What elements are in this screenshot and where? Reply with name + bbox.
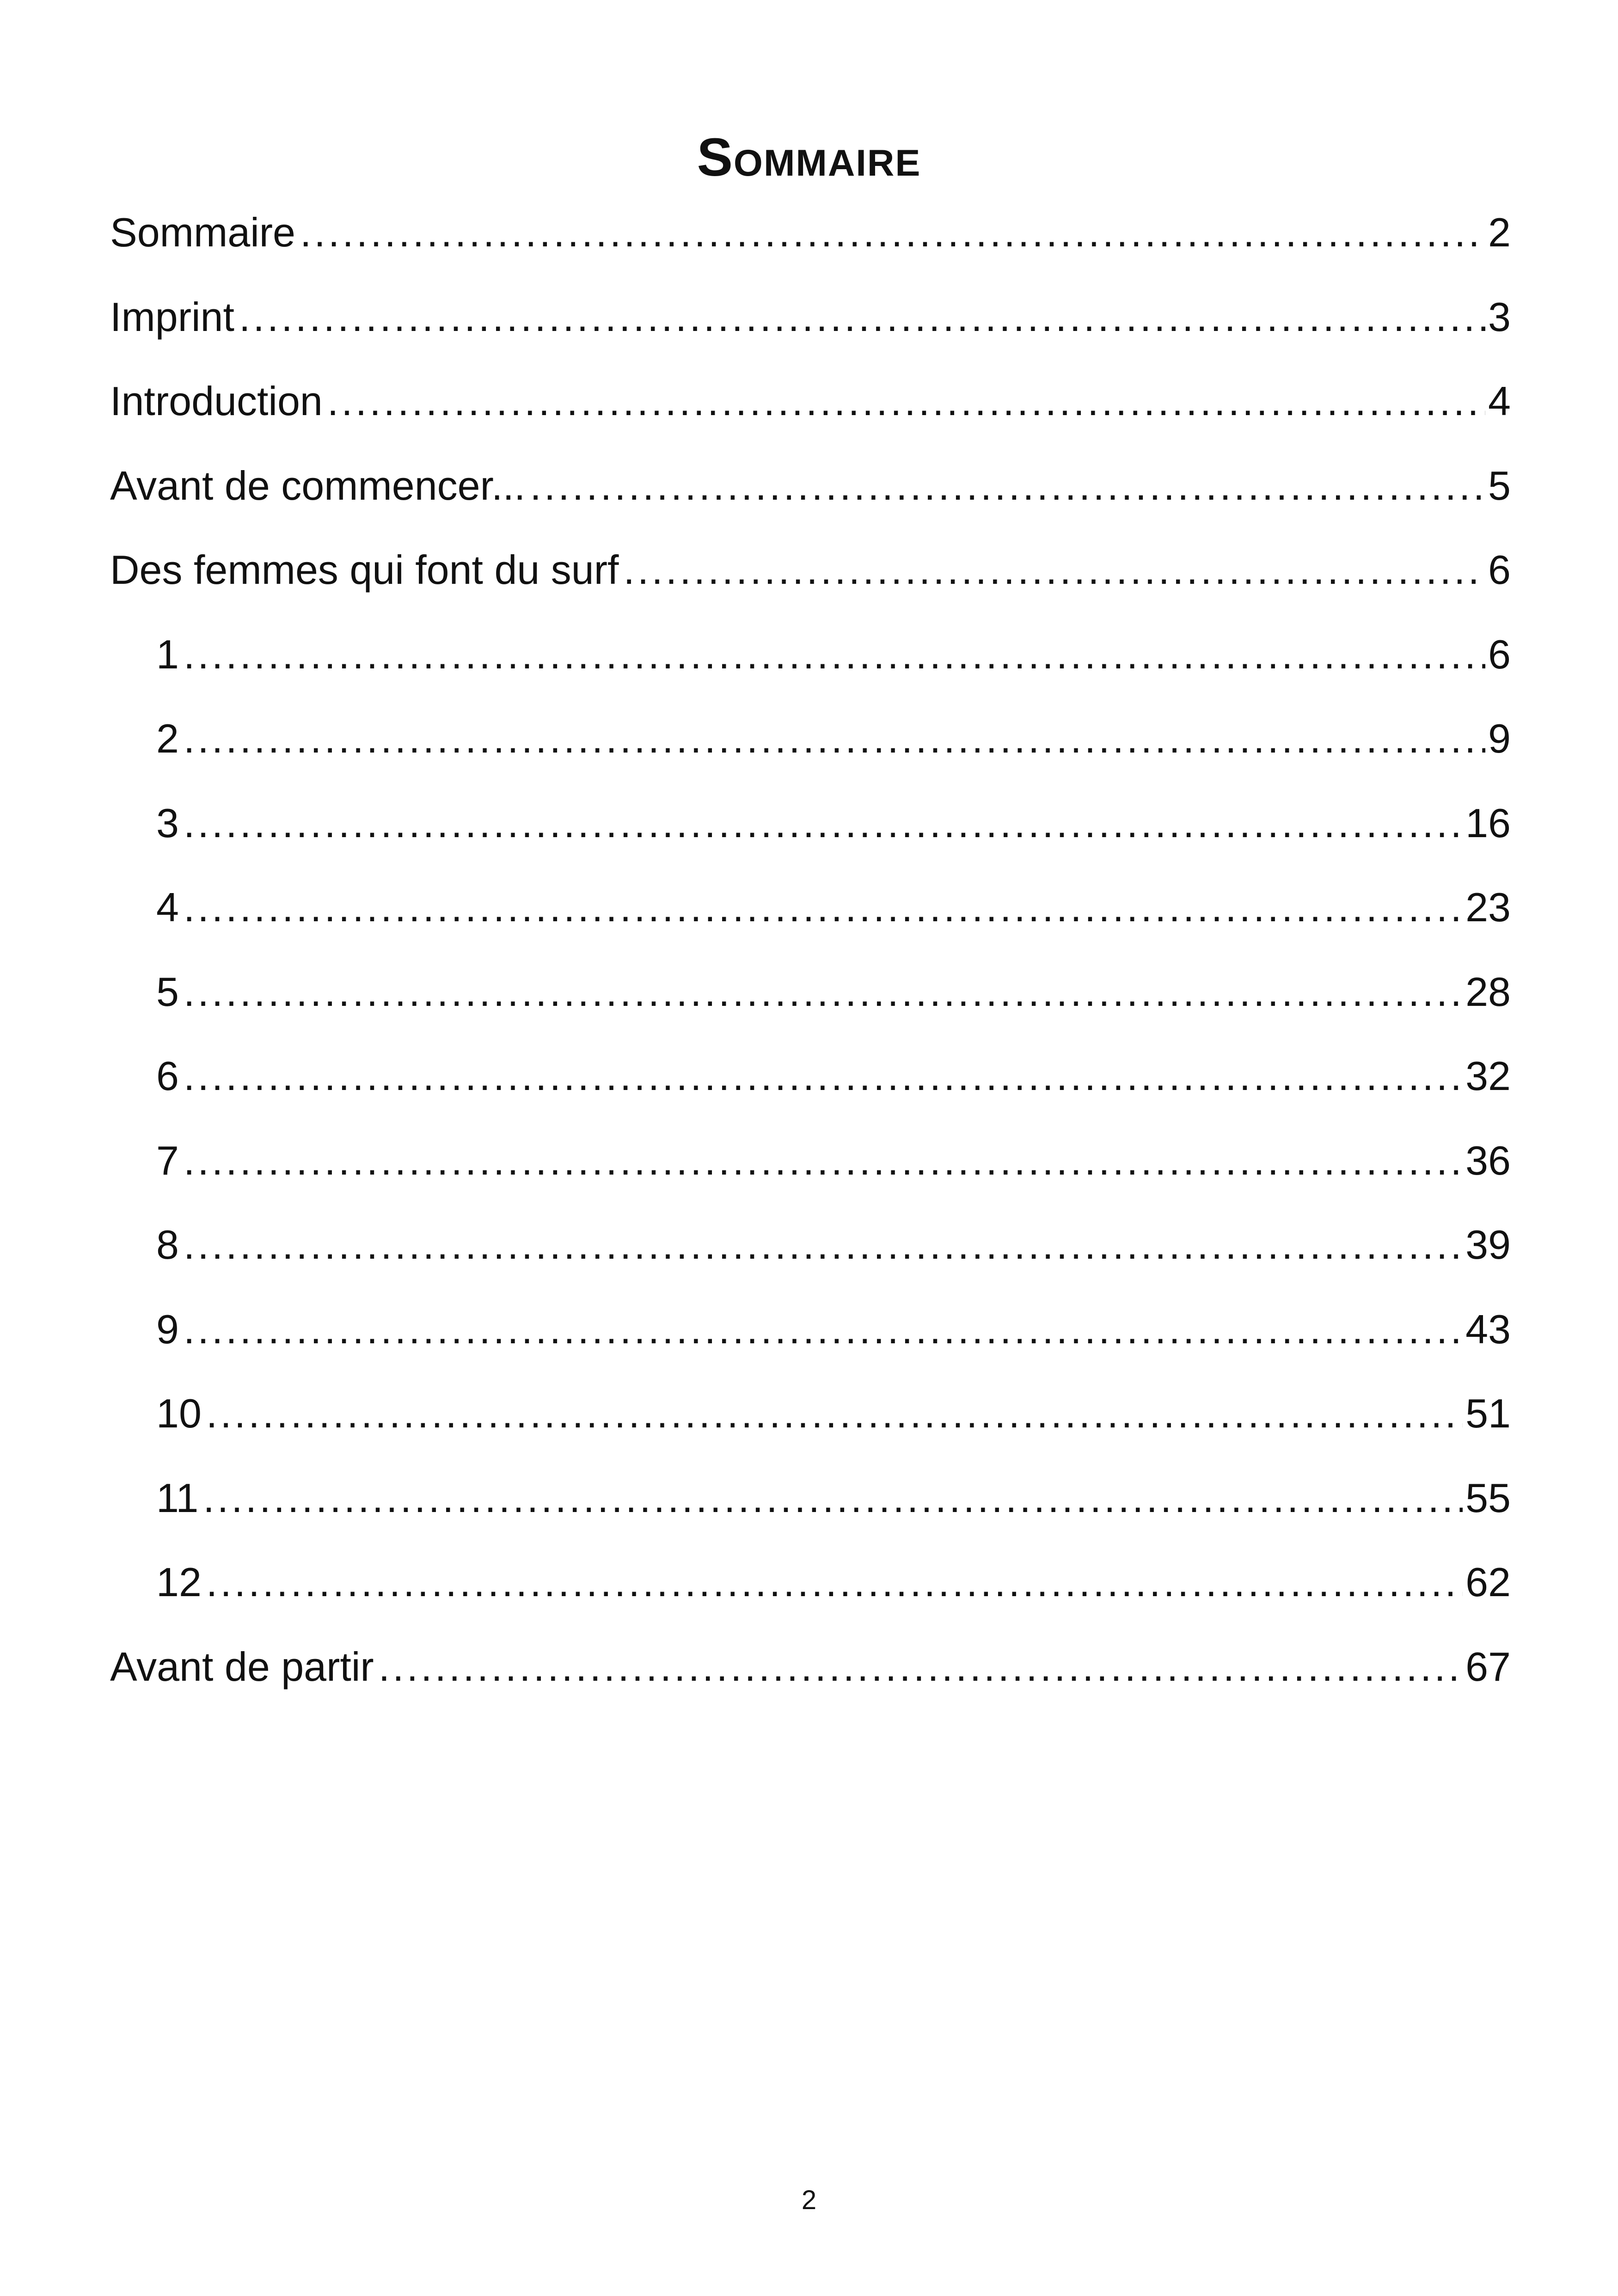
toc-entry-label: 7: [156, 1137, 179, 1183]
toc-entry-label: 1: [156, 631, 179, 677]
toc-entry-page: 36: [1465, 1137, 1511, 1183]
toc-entry[interactable]: [110, 540, 1511, 625]
toc-subentry[interactable]: [110, 1215, 1511, 1299]
toc-entry-label: Avant de partir: [110, 1643, 374, 1690]
toc-entry-page: 39: [1465, 1222, 1511, 1267]
toc-subentry[interactable]: [110, 1131, 1511, 1215]
toc-dot-leader: [530, 456, 1485, 516]
toc-entry[interactable]: [110, 456, 1511, 540]
toc-dot-leader: [379, 1637, 1463, 1697]
toc-subentry[interactable]: [110, 793, 1511, 878]
toc-dot-leader: [184, 1215, 1463, 1275]
toc-subentry[interactable]: [110, 1468, 1511, 1553]
table-of-contents: [110, 202, 1511, 1721]
toc-entry-label: 5: [156, 968, 179, 1015]
toc-dot-leader: [184, 1046, 1463, 1106]
toc-dot-leader: [184, 793, 1463, 853]
toc-entry[interactable]: [110, 371, 1511, 456]
toc-entry-page: 2: [1488, 209, 1511, 255]
toc-entry-page: 5: [1488, 462, 1511, 508]
toc-dot-leader: [184, 962, 1463, 1022]
toc-subentry[interactable]: [110, 1046, 1511, 1131]
toc-subentry[interactable]: [110, 625, 1511, 709]
toc-entry-page: 16: [1465, 800, 1511, 846]
toc-entry-label: 10: [156, 1390, 202, 1436]
toc-entry-page: 3: [1488, 294, 1511, 340]
toc-dot-leader: [184, 1299, 1463, 1359]
toc-entry-label: 11: [156, 1475, 199, 1521]
toc-entry-label: Des femmes qui font du surf: [110, 547, 619, 593]
toc-entry-page: 6: [1488, 547, 1511, 593]
toc-dot-leader: [327, 371, 1485, 431]
toc-entry[interactable]: [110, 1637, 1511, 1721]
toc-subentry[interactable]: [110, 1299, 1511, 1384]
toc-entry-label: 4: [156, 884, 179, 930]
page-number: 2: [801, 2185, 817, 2215]
page-title: Sommaire: [697, 127, 921, 187]
toc-dot-leader: [184, 877, 1463, 937]
toc-dot-leader: [300, 202, 1485, 263]
toc-dot-leader: [184, 625, 1485, 685]
toc-entry-label: 6: [156, 1053, 179, 1099]
toc-entry-page: 4: [1488, 378, 1511, 424]
toc-dot-leader: [203, 1468, 1463, 1528]
toc-entry-label: Avant de commencer...: [110, 462, 526, 508]
toc-dot-leader: [206, 1384, 1463, 1444]
toc-dot-leader: [623, 540, 1485, 600]
toc-dot-leader: [184, 1131, 1463, 1191]
toc-subentry[interactable]: [110, 877, 1511, 962]
toc-entry-page: 67: [1465, 1643, 1511, 1690]
toc-entry-page: 51: [1465, 1390, 1511, 1436]
toc-entry-label: 3: [156, 800, 179, 846]
toc-subentry[interactable]: [110, 962, 1511, 1047]
toc-entry-page: 28: [1465, 968, 1511, 1015]
toc-entry-page: 55: [1465, 1475, 1511, 1521]
toc-entry-page: 43: [1465, 1306, 1511, 1352]
toc-entry-page: 62: [1465, 1559, 1511, 1605]
toc-entry-page: 9: [1488, 716, 1511, 761]
toc-dot-leader: [184, 709, 1485, 769]
toc-entry[interactable]: [110, 287, 1511, 372]
toc-entry-page: 32: [1465, 1053, 1511, 1099]
toc-entry-label: Imprint: [110, 294, 234, 340]
toc-entry[interactable]: [110, 202, 1511, 287]
toc-subentry[interactable]: [110, 1552, 1511, 1637]
toc-entry-label: 2: [156, 716, 179, 761]
toc-entry-label: Sommaire: [110, 209, 295, 255]
toc-subentry[interactable]: [110, 1384, 1511, 1468]
toc-subentry[interactable]: [110, 709, 1511, 793]
toc-entry-page: 6: [1488, 631, 1511, 677]
toc-entry-label: 8: [156, 1222, 179, 1267]
toc-dot-leader: [206, 1552, 1463, 1612]
toc-dot-leader: [239, 287, 1485, 347]
toc-entry-page: 23: [1465, 884, 1511, 930]
toc-entry-label: Introduction: [110, 378, 323, 424]
toc-entry-label: 9: [156, 1306, 179, 1352]
toc-entry-label: 12: [156, 1559, 202, 1605]
